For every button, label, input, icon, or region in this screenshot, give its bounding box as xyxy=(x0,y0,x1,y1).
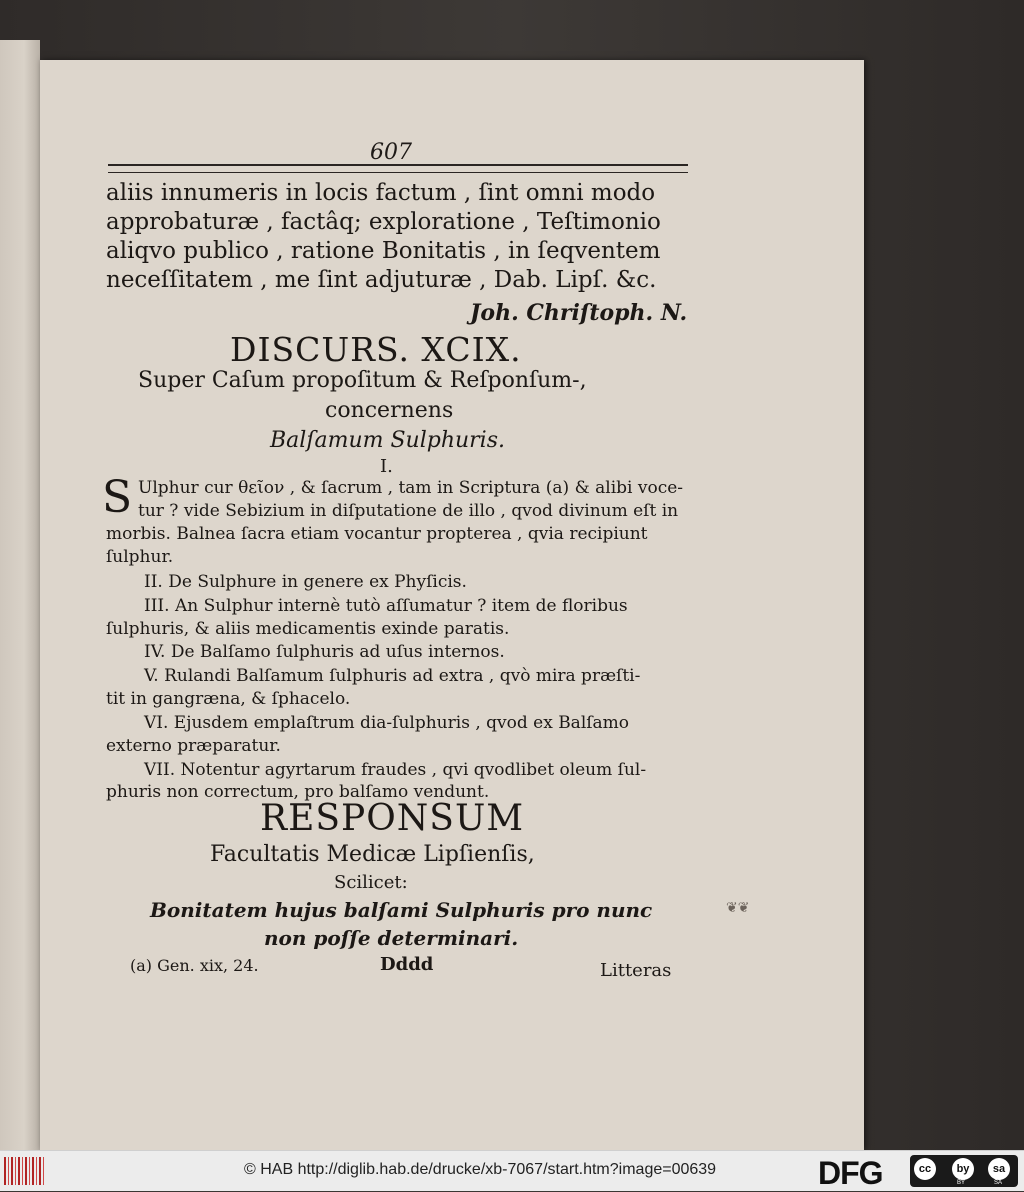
list-item: V. Rulandi Balſamum ſulphuris ad extra , qvò mira præſti- xyxy=(144,666,641,686)
barcode-icon xyxy=(4,1157,44,1185)
section-numeral: I. xyxy=(380,456,393,477)
by-icon: by xyxy=(952,1158,974,1180)
list-item-cont: tit in gangræna, & ſphacelo. xyxy=(106,689,351,709)
page-number: 607 xyxy=(370,140,412,165)
responsum-heading: RESPONSUM xyxy=(260,798,525,839)
book-page xyxy=(40,60,864,1150)
text-line: aliqvo publico , ratione Bonitatis , in ſeqventem xyxy=(106,238,661,264)
sa-icon: sa xyxy=(988,1158,1010,1180)
scilicet-line: Scilicet: xyxy=(334,872,408,893)
text-line: neceſſitatem , me ſint adjuturæ , Dab. Lipſ. &c. xyxy=(106,267,657,293)
text-line: aliis innumeris in locis factum , ſint omni modo xyxy=(106,180,656,206)
cc-license-badge[interactable] xyxy=(910,1155,1018,1187)
faculty-line: Facultatis Medicæ Lipſienſis, xyxy=(210,842,535,867)
dfg-logo[interactable]: DFG xyxy=(818,1155,883,1191)
list-item: II. De Sulphure in genere ex Phyſicis. xyxy=(144,572,467,592)
footnote: (a) Gen. xix, 24. xyxy=(130,956,259,975)
list-item-cont: externo præparatur. xyxy=(106,736,281,756)
list-item: III. An Sulphur internè tutò aſſumatur ? item de floribus xyxy=(144,596,628,616)
list-item: VI. Ejusdem emplaſtrum dia-ſulphuris , qvod ex Balſamo xyxy=(144,713,630,733)
cc-icon: cc xyxy=(914,1158,936,1180)
subheading: Super Caſum propoſitum & Reſponſum-, xyxy=(138,368,587,393)
previous-page-edge xyxy=(0,40,40,1150)
paragraph-line: Ulphur cur θεῖον , & ſacrum , tam in Scriptura (a) & alibi voce- xyxy=(138,478,684,498)
list-item: VII. Notentur agyrtarum fraudes , qvi qvodlibet oleum ſul- xyxy=(144,760,647,780)
paragraph-line: morbis. Balnea ſacra etiam vocantur propterea , qvia recipiunt xyxy=(106,524,648,544)
drop-cap: S xyxy=(102,472,133,523)
verdict-line: Bonitatem hujus balſami Sulphuris pro nunc xyxy=(150,898,653,922)
viewer-footer xyxy=(0,1150,1024,1191)
paragraph-line: ſulphur. xyxy=(106,547,174,567)
sa-label: SA xyxy=(994,1180,1003,1186)
verdict-line: non poſſe determinari. xyxy=(264,926,519,950)
header-rule xyxy=(108,164,688,166)
signature-mark: Dddd xyxy=(380,954,434,975)
discourse-heading: DISCURS. XCIX. xyxy=(230,330,522,369)
subheading-italic: Balſamum Sulphuris. xyxy=(270,428,505,453)
paragraph-line: tur ? vide Sebizium in diſputatione de illo , qvod divinum eſt in xyxy=(138,501,679,521)
list-item-cont: ſulphuris, & aliis medicamentis exinde paratis. xyxy=(106,619,510,639)
ornament-icon: ❦❦ xyxy=(726,900,750,916)
subheading: concernens xyxy=(325,398,454,423)
author-signature: Joh. Chriſtoph. N. xyxy=(470,300,688,326)
by-label: BY xyxy=(957,1180,966,1186)
credit-link[interactable]: © HAB http://diglib.hab.de/drucke/xb-7067/start.htm?image=00639 xyxy=(244,1161,717,1178)
header-rule-thin xyxy=(108,172,688,173)
text-line: approbaturæ , factâq; exploratione , Teſtimonio xyxy=(106,209,661,235)
list-item: IV. De Balſamo ſulphuris ad uſus internos. xyxy=(144,642,505,662)
catchword: Litteras xyxy=(600,960,672,981)
list-item-cont: phuris non correctum, pro balſamo vendunt. xyxy=(106,782,490,802)
